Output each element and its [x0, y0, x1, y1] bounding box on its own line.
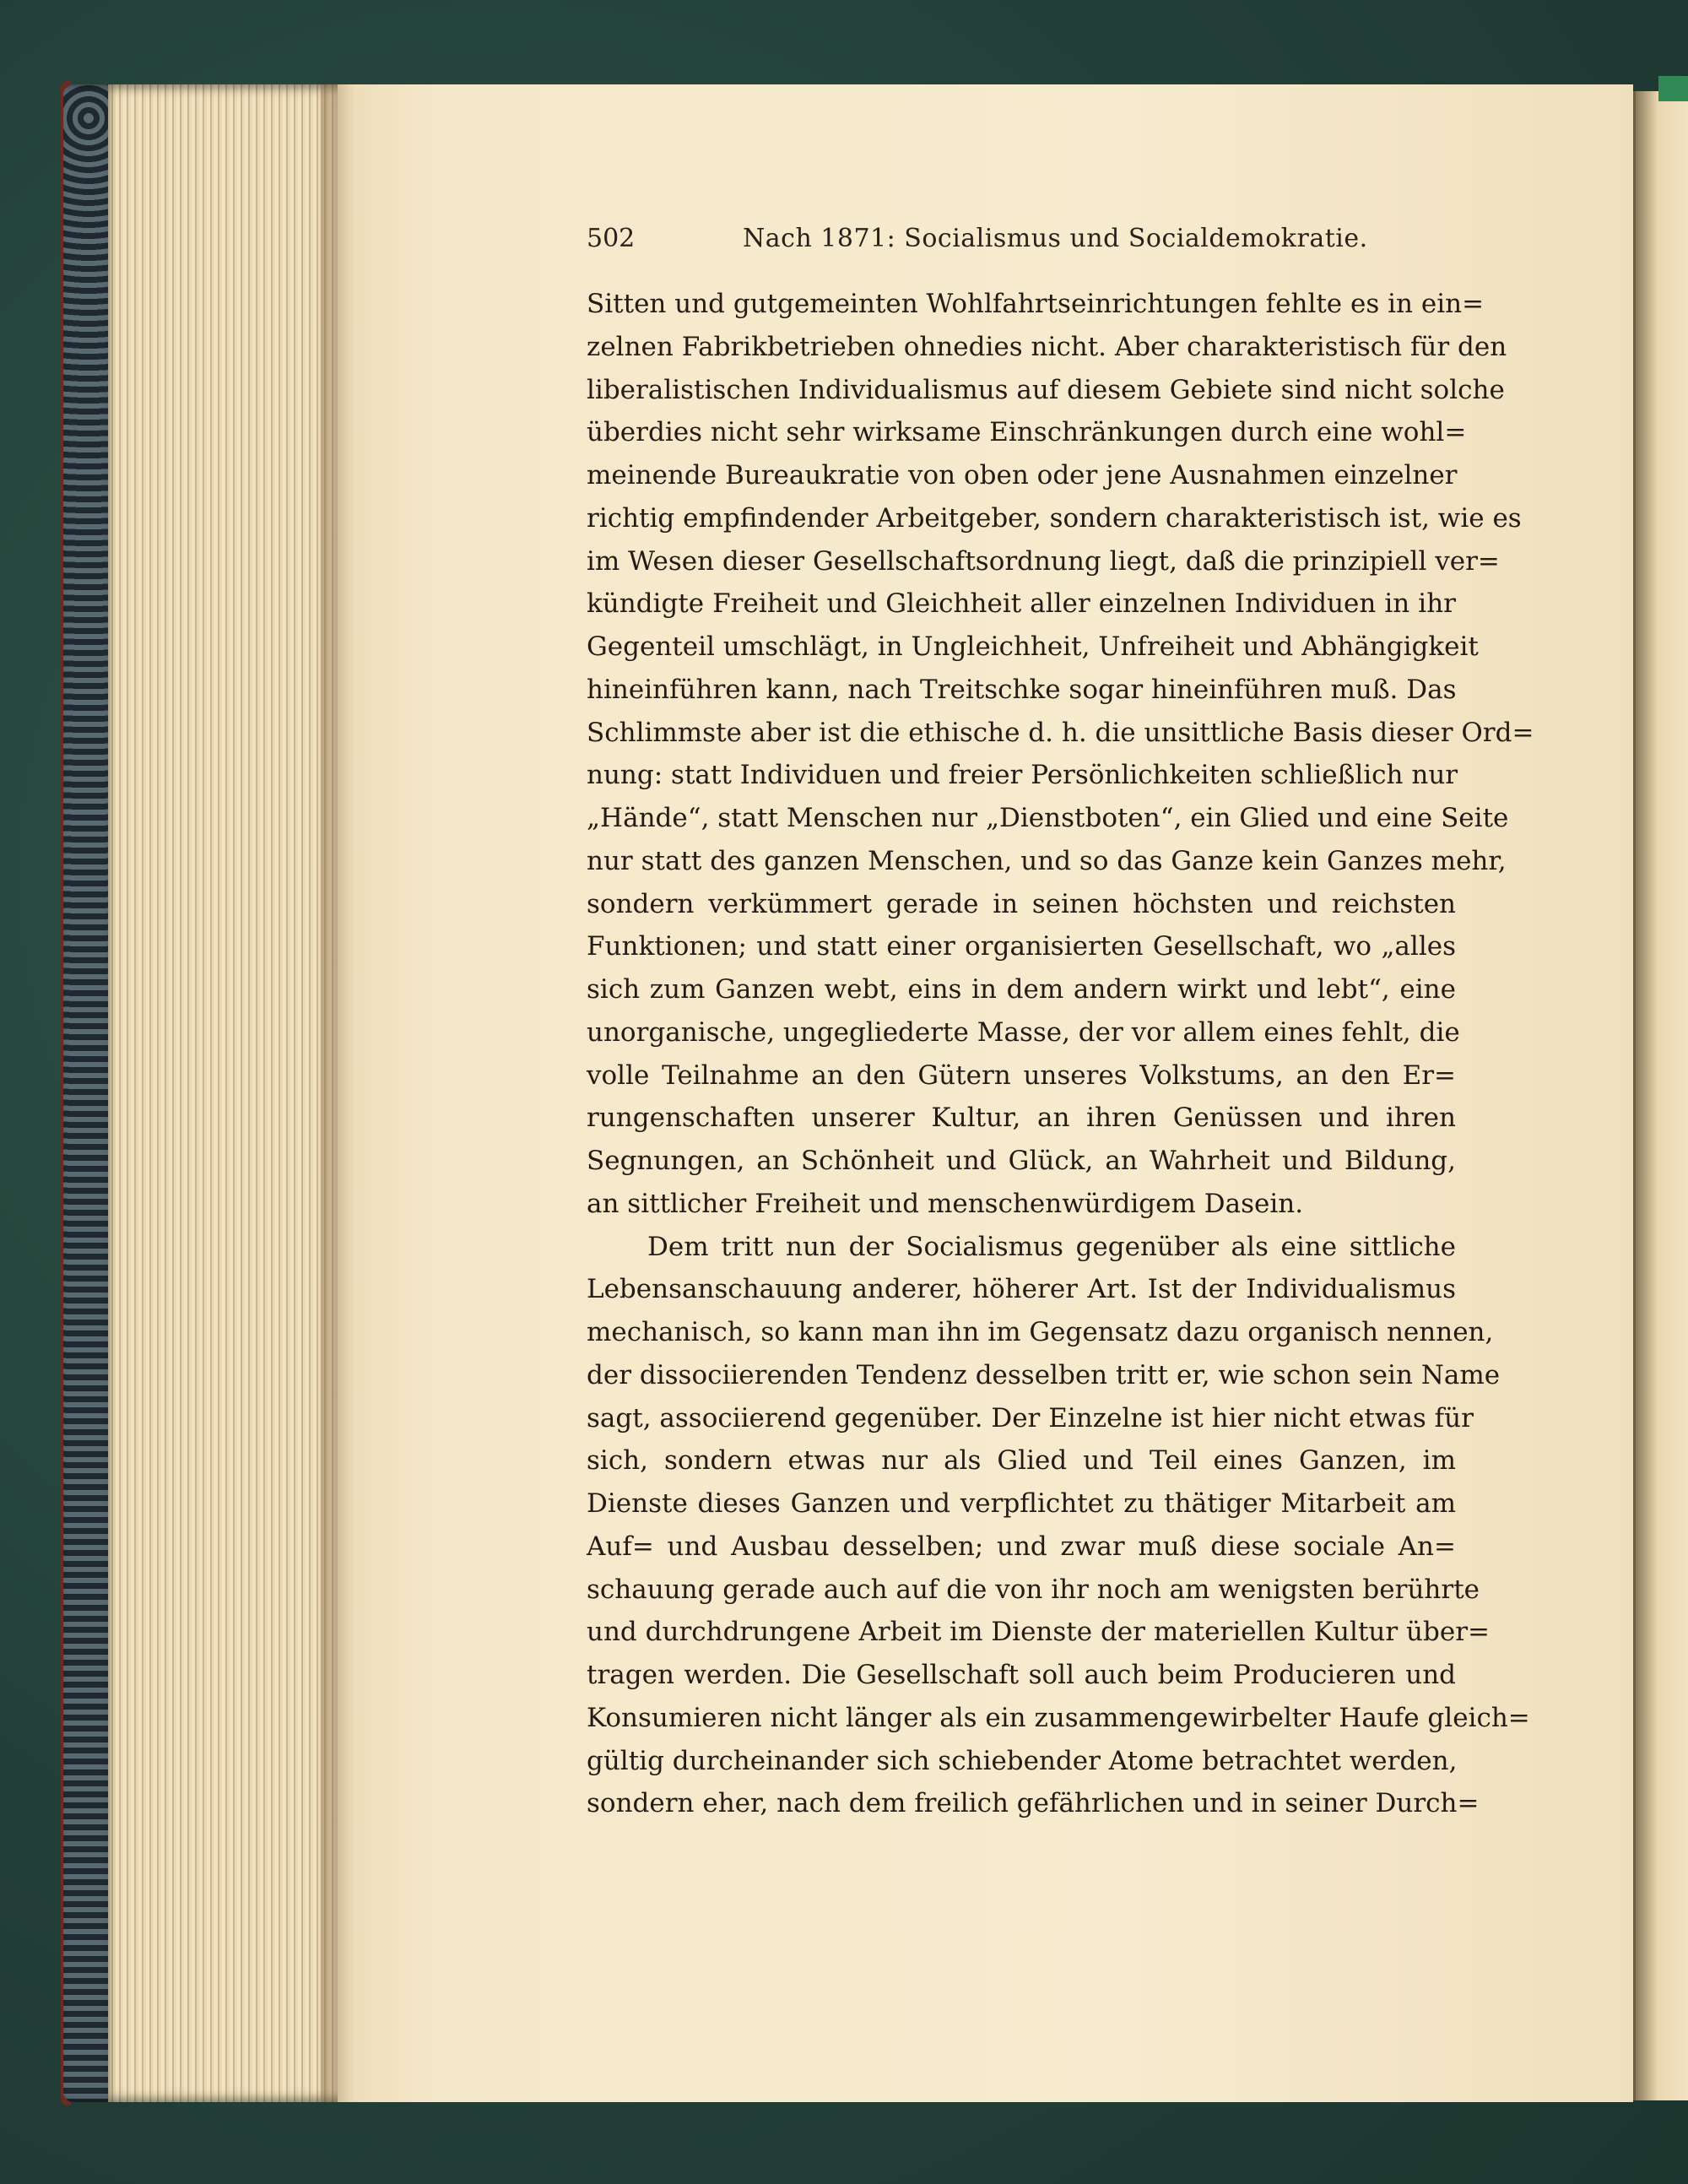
page-gutter-shadow	[321, 84, 354, 2102]
text-line: kündigte Freiheit und Gleichheit aller einzelnen Individuen in ihr	[587, 588, 1456, 620]
text-line: richtig empfindender Arbeitgeber, sondern charakteristisch ist, wie es	[587, 502, 1522, 534]
text-line: Gegenteil umschlägt, in Ungleichheit, Unfreiheit und Abhängigkeit	[587, 631, 1479, 662]
text-line: gültig durcheinander sich schiebender Atome betrachtet werden,	[587, 1745, 1458, 1776]
text-line: unorganische, ungegliederte Masse, der vor allem eines fehlt, die	[587, 1016, 1460, 1048]
text-line: Segnungen, an Schönheit und Glück, an Wahrheit und Bildung,	[587, 1146, 1456, 1176]
text-line: liberalistischen Individualismus auf diesem Gebiete sind nicht solche	[587, 374, 1505, 405]
page-stack-edge	[108, 84, 340, 2102]
facing-page-edge	[1633, 91, 1688, 2100]
text-line: und durchdrungene Arbeit im Dienste der materiellen Kultur über=	[587, 1617, 1490, 1648]
text-line: mechanisch, so kann man ihn im Gegensatz dazu organisch nennen,	[587, 1317, 1494, 1347]
text-line: Konsumieren nicht länger als ein zusammengewirbelter Haufe gleich=	[587, 1702, 1530, 1733]
text-line: der dissociierenden Tendenz desselben tritt er, wie schon sein Name	[587, 1359, 1501, 1390]
text-line: sich zum Ganzen webt, eins in dem andern wirkt und lebt“, eine	[587, 974, 1456, 1005]
text-line: überdies nicht sehr wirksame Einschränkungen durch eine wohl=	[587, 417, 1467, 448]
text-line: an sittlicher Freiheit und menschenwürdigem Dasein.	[587, 1188, 1304, 1219]
text-line: nung: statt Individuen und freier Persönlichkeiten schließlich nur	[587, 760, 1458, 791]
text-line: Auf= und Ausbau desselben; und zwar muß diese sociale An=	[587, 1531, 1456, 1562]
text-line: sagt, associierend gegenüber. Der Einzelne ist hier nicht etwas für	[587, 1402, 1474, 1433]
text-line: schauung gerade auch auf die von ihr noch am wenigsten berührte	[587, 1574, 1480, 1605]
text-line: Lebensanschauung anderer, höherer Art. Ist der Individualismus	[587, 1274, 1456, 1305]
text-line: „Hände“, statt Menschen nur „Dienstboten“, ein Glied und eine Seite	[587, 803, 1509, 833]
text-line: rungenschaften unserer Kultur, an ihren Genüssen und ihren	[587, 1103, 1456, 1134]
text-line: sondern eher, nach dem freilich gefährlichen und in seiner Durch=	[587, 1788, 1480, 1819]
text-line: Dem tritt nun der Socialismus gegenüber als eine sittliche	[647, 1231, 1456, 1262]
text-line: sondern verkümmert gerade in seinen höchsten und reichsten	[587, 888, 1456, 919]
body-text	[587, 283, 1534, 1825]
text-line: meinende Bureaukratie von oben oder jene Ausnahmen einzelner	[587, 460, 1458, 490]
text-line: Funktionen; und statt einer organisierten Gesellschaft, wo „alles	[587, 931, 1456, 962]
text-line: Dienste dieses Ganzen und verpflichtet zu thätiger Mitarbeit am	[587, 1488, 1456, 1519]
text-line: Schlimmste aber ist die ethische d. h. die unsittliche Basis dieser Ord=	[587, 717, 1534, 748]
page-number: 502	[587, 224, 636, 253]
running-header	[587, 218, 1368, 260]
text-line: sich, sondern etwas nur als Glied und Teil eines Ganzen, im	[587, 1445, 1456, 1477]
text-line: volle Teilnahme an den Gütern unseres Volkstums, an den Er=	[587, 1059, 1456, 1091]
text-line: Sitten und gutgemeinten Wohlfahrtseinrichtungen fehlte es in ein=	[587, 289, 1485, 319]
text-line: tragen werden. Die Gesellschaft soll auch beim Producieren und	[587, 1660, 1456, 1690]
text-line: im Wesen dieser Gesellschaftsordnung liegt, daß die prinzipiell ver=	[587, 545, 1500, 577]
text-line: nur statt des ganzen Menschen, und so das Ganze kein Ganzes mehr,	[587, 845, 1507, 876]
text-line: zelnen Fabrikbetrieben ohnedies nicht. Aber charakteristisch für den	[587, 331, 1507, 362]
running-title: Nach 1871: Socialismus und Socialdemokratie.	[743, 224, 1368, 253]
green-marker-strip	[1658, 76, 1688, 101]
text-line: hineinführen kann, nach Treitschke sogar hineinführen muß. Das	[587, 674, 1457, 705]
